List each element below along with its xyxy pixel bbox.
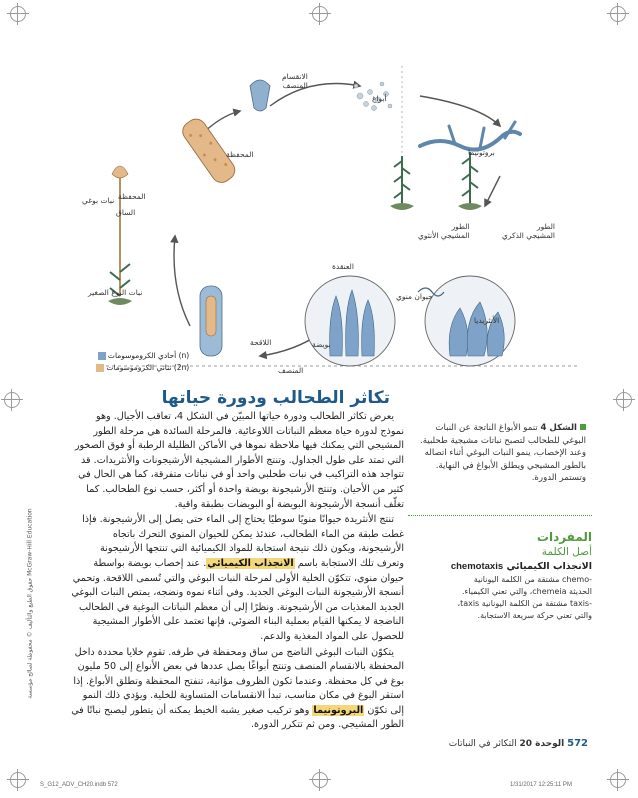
page-number: 572 (567, 738, 588, 749)
legend-item-diploid: (2n) ثنائي الكروموسومات (96, 362, 189, 374)
crop-mark-icon (312, 6, 328, 22)
copyright-credit: حقوق الطبع والتأليف © محفوظة لصالح مؤسسة McGraw-Hill Education (26, 508, 34, 699)
crop-mark-icon (610, 6, 626, 22)
label-egg: بويضة (312, 340, 331, 349)
label-archegonium: العنقدة (332, 262, 354, 271)
paragraph-3: يتكوّن النبات البوغي الناضج من ساق ومحفظة في طرفه. تقوم خلايا محددة داخل المحفظة بالانقسام المنصف وتنتج أبواغًا يصل عددها في بعض الأنواع إلى 50 مليون بوغ في كل محفظة. وعندما تكون الظروف مؤاتية، تنفتح المحفظة وتطلق الأبواغ. إذا استقر البوغ في مكان مناسب، تبدأ الانقسامات المتساوية للخلية. ويؤدي ذلك النمو إلى تكوّن البروتونيما وهو تركيب صغير يشبه الخيط يمكنه أن يتطور ليصبح نباتًا في الطور المشيجي. ومن ثم تتكرر الدورة. (71, 646, 404, 731)
crop-mark-icon (312, 772, 328, 788)
label-fertilization: المنصف (278, 366, 304, 375)
haploid-swatch-icon (98, 352, 106, 360)
crop-mark-icon (10, 772, 26, 788)
label-capsule: المحفظة (226, 150, 254, 159)
page-footer (400, 738, 588, 749)
diploid-swatch-icon (96, 364, 104, 372)
paragraph-2: تنتج الأنثريدة حيوانًا منويًا سوطيًا يحتاج إلى الماء حتى يصل إلى الأرشيجونة. فإذا غطت طبقة من الماء الطحالب، عندئذ يمكن للحيوان المنوي التحرك باتجاه الأرشيجونة، ويكون ذلك نتيجة استجابة للمواد الكيميائية التي تنتجها الأرشيجونة وتعرف تلك الاستجابة باسم الانجذاب الكيميائي. عند إخصاب بويضة بواسطة حيوان منوي، تتكوّن الخلية الأولى لمرحلة النبات البوغي والتي تُسمى اللاقحة. وتحمي أنسجة الأرشيجونة النبات البوغي الجديد. وفي أثناء نموه ونضجه، يمتص النبات البوغي الجديد المغذيات من الأرشيجونة. ونظرًا إلى أن معظم النباتات البوغية في الطحالب الناضجة لا يمكنها القيام بعملية البناء الضوئي، فإنها تعتمد على الأطوار المشيجية للحصول على المواد المغذية والدعم. (71, 514, 404, 642)
label-male-gametophyte: الطور المشيجي الذكري (502, 222, 556, 240)
label-seta: الساق (116, 208, 136, 217)
crop-mark-icon (616, 392, 632, 408)
body-text (70, 410, 404, 734)
label-spores: أبواغ (372, 94, 387, 103)
vocab-heading: المفردات (536, 530, 592, 544)
footer-unit: الوحدة 20 (519, 739, 565, 749)
label-sporophyte: نبات بوغي (82, 196, 115, 205)
label-sperm: حيوان منوي (396, 292, 433, 301)
slug-right: 1/31/2017 12:25:11 PM (510, 782, 572, 788)
paragraph-1: يعرض تكاثر الطحالب ودورة حياتها المبيّن في الشكل 4، تعاقب الأجيال. وهو نموذج لدورة حياة معظم النباتات اللاوعائية. فالمرحلة السائدة هي مرحلة الطور المشيجي التي يمكنك فيها ملاحظة نموها في الأماكن الظليلة الرطبة أو فوق الصخور التي تمتد على طول الجداول. وتنتج الأطوار المشيجية الأرشيجونات والأنثريدات. قد تتواجد هذه التراكيب في نبات طحلبي واحد أو في نباتات متفرقة، كما هي الحال في كثير من الأحيان. وتنتج الأرشيجونة بويضة واحدة أو أكثر، حسب نوع الطحالب. كما تغلّف أنسجة الأرشيجونة البويضة أو البويضات بطبقة واقية. (74, 411, 404, 510)
figure-legend (96, 350, 189, 374)
crop-mark-icon (610, 772, 626, 788)
legend-item-haploid: (n) أحادي الكروموسومات (96, 350, 189, 362)
figure-caption: الشكل 4 تنمو الأبواغ الناتجة عن النبات البوغي للطحالب لتصبح نباتات مشيجية طحلبية. وعند الإخصاب، ينمو النبات البوغي أثناء اتصاله بالطور المشيجي ويطلق الأبواغ في النهاية. وتستمر الدورة. (420, 423, 586, 484)
crop-mark-icon (4, 392, 20, 408)
crop-mark-icon (10, 6, 26, 22)
vocab-term: الانجذاب الكيميائي chemotaxis (450, 561, 592, 572)
vocab-etymology: -chemo مشتقة من الكلمة اليونانية الحديثة chemeia، والتي تعني الكيمياء. -taxis مشتقة من الكلمة اليونانية taxis، والتي تعني حركة سريعة الاستجابة. (457, 575, 592, 620)
label-antheridium: الأنثريديا (474, 316, 500, 325)
label-protonema: بروتونيما (468, 148, 495, 157)
footer-chapter: التكاثر في النباتات (448, 739, 517, 749)
vocab-subheading: أصل الكلمة (541, 546, 592, 558)
label-zygote: اللاقحة (250, 338, 272, 347)
label-stalk: المحفظة (118, 192, 146, 201)
vocab-box (408, 515, 592, 622)
slug-left: S_G12_ADV_CH20.indb 572 (40, 782, 118, 788)
moss-life-cycle-figure (60, 56, 590, 376)
caption-bullet-icon (580, 424, 586, 430)
section-title: تكاثر الطحالب ودورة حياتها (161, 388, 390, 408)
label-meiosis: الانقسام المنصف (282, 72, 308, 90)
label-female-gametophyte: الطور المشيجي الأنثوي (418, 222, 470, 240)
term-chemotaxis: الانجذاب الكيميائي (207, 557, 294, 569)
term-protonema: البروتونيما (313, 704, 364, 716)
label-young-sporophyte: نبات البوغ الصغير (88, 288, 143, 297)
